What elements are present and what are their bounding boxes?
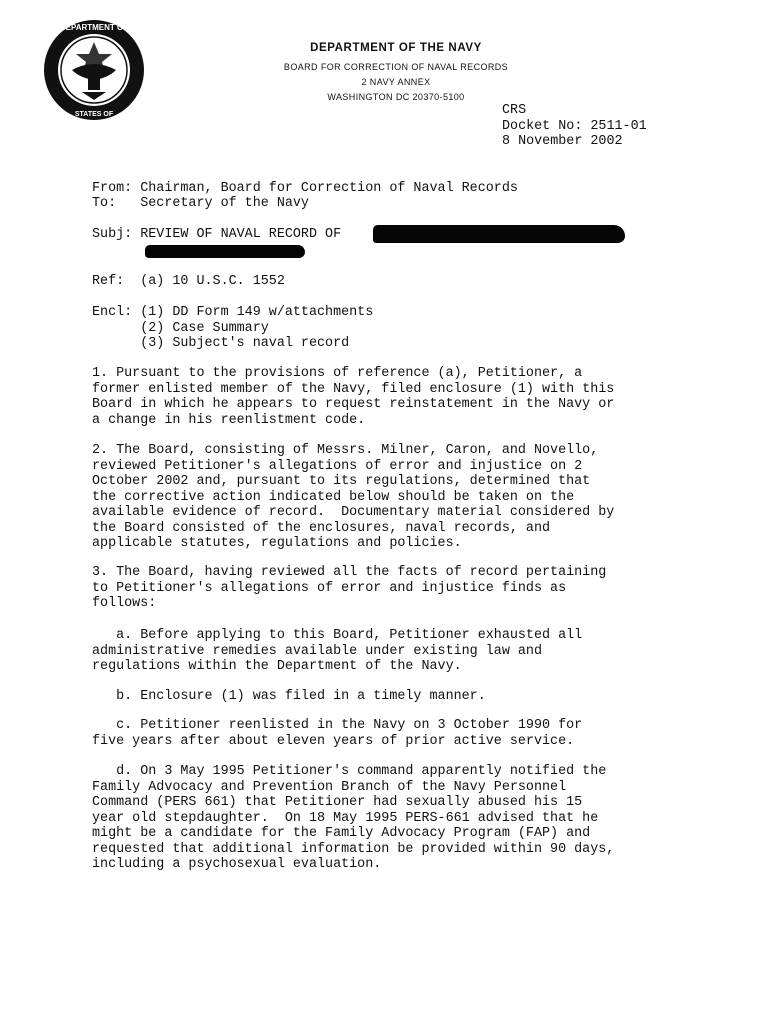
text-line: d. On 3 May 1995 Petitioner's command apparently notified the <box>92 764 607 779</box>
enclosure-item: (3) Subject's naval record <box>92 336 350 351</box>
paragraph-1 <box>92 366 614 428</box>
svg-text:STATES OF: STATES OF <box>74 111 114 118</box>
text-line: requested that additional information be provided within 90 days, <box>92 841 615 857</box>
docket-number: Docket No: 2511-01 <box>502 118 647 134</box>
text-line: the corrective action indicated below should be taken on the <box>92 489 575 505</box>
text-line: five years after about eleven years of prior active service. <box>92 733 575 749</box>
text-line: a. Before applying to this Board, Petitioner exhausted all <box>92 628 583 643</box>
text-line: including a psychosexual evaluation. <box>92 857 382 872</box>
memo-from: From: Chairman, Board for Correction of Naval Records <box>92 181 518 196</box>
memo-enclosures <box>92 305 373 352</box>
paragraph-3c <box>92 718 582 749</box>
text-line: a change in his reenlistment code. <box>92 412 366 428</box>
text-line: reviewed Petitioner's allegations of error and injustice on 2 <box>92 458 583 474</box>
text-line: available evidence of record. Documentary material considered by <box>92 505 615 520</box>
enclosure-item: Encl: (1) DD Form 149 w/attachments <box>92 305 374 320</box>
memo-reference: Ref: (a) 10 U.S.C. 1552 <box>92 274 285 289</box>
letterhead-street: 2 NAVY ANNEX <box>361 77 431 87</box>
redaction-mark <box>373 225 625 243</box>
text-line: b. Enclosure (1) was filed in a timely manner. <box>92 689 486 704</box>
text-line: c. Petitioner reenlisted in the Navy on 3 October 1990 for <box>92 718 583 733</box>
text-line: applicable statutes, regulations and policies. <box>92 536 462 551</box>
text-line: Command (PERS 661) that Petitioner had sexually abused his 15 <box>92 795 583 810</box>
text-line: October 2002 and, pursuant to its regulations, determined that <box>92 474 591 489</box>
paragraph-3d <box>92 764 614 873</box>
text-line: regulations within the Department of the Navy. <box>92 659 462 674</box>
text-line: might be a candidate for the Family Advocacy Program (FAP) and <box>92 826 591 841</box>
paragraph-3a <box>92 628 582 675</box>
redaction-mark <box>145 245 305 258</box>
paragraph-3 <box>92 565 606 612</box>
text-line: 2. The Board, consisting of Messrs. Milner, Caron, and Novello, <box>92 443 599 458</box>
text-line: the Board consisted of the enclosures, naval records, and <box>92 520 551 536</box>
memo-subject: Subj: REVIEW OF NAVAL RECORD OF <box>92 227 342 242</box>
enclosure-item: (2) Case Summary <box>92 320 269 336</box>
paragraph-3b <box>92 689 486 705</box>
text-line: to Petitioner's allegations of error and injustice finds as <box>92 580 567 596</box>
text-line: administrative remedies available under existing law and <box>92 643 542 659</box>
text-line: former enlisted member of the Navy, filed enclosure (1) with this <box>92 381 615 397</box>
text-line: Family Advocacy and Prevention Branch of the Navy Personnel <box>92 779 567 795</box>
text-line: year old stepdaughter. On 18 May 1995 PERS-661 advised that he <box>92 810 599 826</box>
text-line: follows: <box>92 596 157 611</box>
office-code: CRS <box>502 103 527 118</box>
reference-block <box>502 103 647 150</box>
memo-to: To: Secretary of the Navy <box>92 196 309 211</box>
text-line: 3. The Board, having reviewed all the facts of record pertaining <box>92 565 607 580</box>
letterhead-board: BOARD FOR CORRECTION OF NAVAL RECORDS <box>283 62 509 72</box>
text-line: 1. Pursuant to the provisions of reference (a), Petitioner, a <box>92 366 583 381</box>
letterhead-city: WASHINGTON DC 20370-5100 <box>327 92 465 102</box>
letterhead-department: DEPARTMENT OF THE NAVY <box>310 42 482 54</box>
text-line: Board in which he appears to request reinstatement in the Navy or <box>92 397 615 412</box>
paragraph-2 <box>92 443 614 552</box>
svg-text:DEPARTMENT OF: DEPARTMENT OF <box>59 23 129 32</box>
letter-date: 8 November 2002 <box>502 134 623 149</box>
